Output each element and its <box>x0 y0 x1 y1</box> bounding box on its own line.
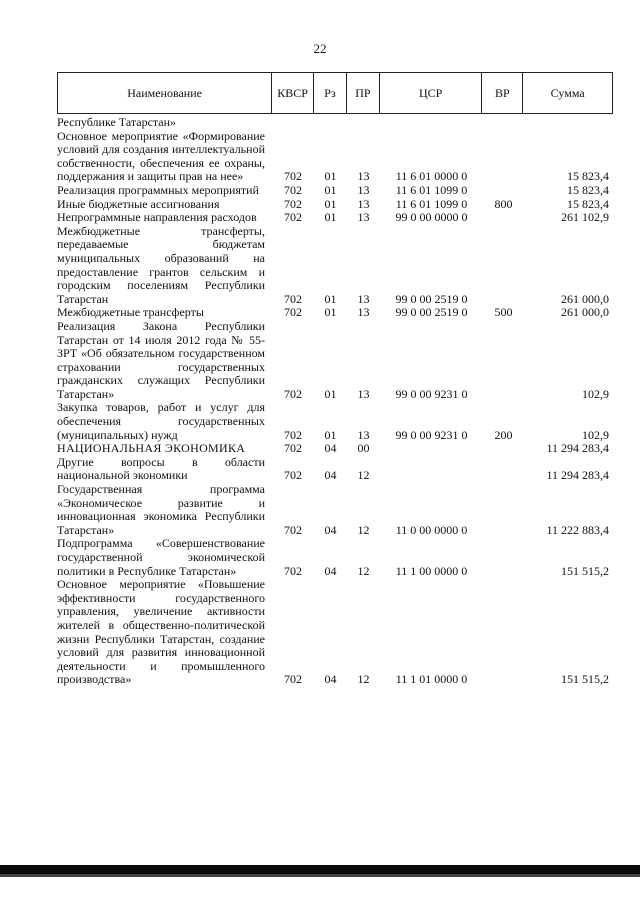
header-sum: Сумма <box>550 85 585 100</box>
row-pr: 13 <box>357 427 370 442</box>
row-sum: 11 222 883,4 <box>546 522 609 537</box>
scan-border-shadow <box>0 874 640 877</box>
table-row <box>57 184 613 198</box>
row-rz: 01 <box>324 196 337 211</box>
row-pr: 00 <box>357 441 370 456</box>
row-csr: 11 6 01 0000 0 <box>395 169 468 184</box>
row-rz: 01 <box>324 305 337 320</box>
row-name: Республике Татарстан» <box>57 115 177 129</box>
header-kvsr: КВСР <box>272 73 314 113</box>
row-csr: 11 6 01 1099 0 <box>395 182 468 197</box>
header-rz: Рз <box>314 73 347 113</box>
row-sum: 261 000,0 <box>561 291 609 306</box>
table-row <box>57 116 613 130</box>
row-rz: 04 <box>324 468 337 483</box>
row-kvsr: 702 <box>284 196 302 211</box>
row-rz: 04 <box>324 563 337 578</box>
row-kvsr: 702 <box>284 522 302 537</box>
row-rz: 01 <box>324 210 337 225</box>
row-kvsr: 702 <box>284 441 302 456</box>
row-name: Реализация Закона Республики Татарстан от 14 июля 2012 года № 55-ЗРТ «Об обязательном государственном страховании государственных гражданских служащих Республики Татарстан» <box>57 318 265 401</box>
row-csr: 11 1 01 0000 0 <box>395 672 468 687</box>
row-pr: 13 <box>357 196 370 211</box>
row-name: Иные бюджетные ассигнования <box>57 196 220 211</box>
row-name: Другие вопросы в области национальной экономики <box>57 454 265 483</box>
row-pr: 13 <box>357 210 370 225</box>
table-header <box>57 72 613 114</box>
row-rz: 04 <box>324 672 337 687</box>
scan-border <box>0 865 640 874</box>
row-name: Межбюджетные трансферты, передаваемые бюджетам муниципальных образований на предоставление грантов сельским и городским поселениям Республики Татарстан <box>57 223 265 306</box>
row-csr: 11 0 00 0000 0 <box>395 522 468 537</box>
header-vr: ВР <box>482 73 523 113</box>
row-rz: 01 <box>324 427 337 442</box>
row-pr: 13 <box>357 291 370 306</box>
header-name: Наименование <box>58 73 272 113</box>
row-pr: 13 <box>357 182 370 197</box>
row-sum: 261 000,0 <box>561 305 609 320</box>
row-csr: 99 0 00 2519 0 <box>395 291 468 306</box>
row-sum: 15 823,4 <box>567 196 609 211</box>
row-csr: 99 0 00 0000 0 <box>395 210 468 225</box>
row-pr: 12 <box>357 563 370 578</box>
row-kvsr: 702 <box>284 427 302 442</box>
table-body <box>57 116 613 687</box>
row-name: Непрограммные направления расходов <box>57 210 257 225</box>
row-kvsr: 702 <box>284 563 302 578</box>
row-kvsr: 702 <box>284 182 302 197</box>
row-csr: 99 0 00 9231 0 <box>395 386 468 401</box>
table-row <box>57 401 613 442</box>
row-name: Закупка товаров, работ и услуг для обеспечения государственных (муниципальных) нужд <box>57 400 265 442</box>
row-name: НАЦИОНАЛЬНАЯ ЭКОНОМИКА <box>57 441 246 456</box>
row-pr: 13 <box>357 305 370 320</box>
row-name: Межбюджетные трансферты <box>57 305 204 320</box>
row-name: Реализация программных мероприятий <box>57 182 259 197</box>
table-row <box>57 225 613 307</box>
row-rz: 01 <box>324 386 337 401</box>
row-pr: 12 <box>357 672 370 687</box>
row-sum: 151 515,2 <box>561 672 609 687</box>
row-csr: 99 0 00 2519 0 <box>395 305 468 320</box>
row-pr: 12 <box>357 468 370 483</box>
row-sum: 151 515,2 <box>561 563 609 578</box>
row-pr: 13 <box>357 386 370 401</box>
table-row <box>57 578 613 687</box>
row-name: Государственная программа «Экономическое развитие и инновационная экономика Республики Татарстан» <box>57 482 265 537</box>
table-row <box>57 211 613 225</box>
row-kvsr: 702 <box>284 672 302 687</box>
row-name: Основное мероприятие «Повышение эффективности государственного управления, увеличение активности жителей в общественно-политической жизни Республики Татарстан, создание условий для развития инновационной деятельности и промышленного производства» <box>57 577 265 687</box>
row-rz: 04 <box>324 441 337 456</box>
row-kvsr: 702 <box>284 210 302 225</box>
table-row <box>57 130 613 184</box>
row-kvsr: 702 <box>284 169 302 184</box>
table-row <box>57 442 613 456</box>
table-row <box>57 537 613 578</box>
row-rz: 01 <box>324 291 337 306</box>
row-sum: 261 102,9 <box>561 210 609 225</box>
row-pr: 13 <box>357 169 370 184</box>
page-number: 22 <box>313 41 327 56</box>
row-vr: 500 <box>494 305 513 320</box>
table-row <box>57 456 613 483</box>
row-kvsr: 702 <box>284 291 302 306</box>
row-sum: 11 294 283,4 <box>546 468 609 483</box>
table-row <box>57 320 613 402</box>
table-row <box>57 306 613 320</box>
table-row <box>57 198 613 212</box>
row-name: Основное мероприятие «Формирование условий для создания интеллектуальной собственности, обеспечения ее охраны, поддержания и защиты прав на нее» <box>57 128 265 184</box>
row-sum: 102,9 <box>582 427 609 442</box>
row-kvsr: 702 <box>284 305 302 320</box>
row-name: Подпрограмма «Совершенствование государственной экономической политики в Республике Татарстан» <box>57 536 265 578</box>
row-vr: 200 <box>494 427 513 442</box>
row-sum: 15 823,4 <box>567 169 609 184</box>
header-pr: ПР <box>347 73 380 113</box>
row-rz: 04 <box>324 522 337 537</box>
row-kvsr: 702 <box>284 468 302 483</box>
row-csr: 11 6 01 1099 0 <box>395 196 468 211</box>
row-sum: 102,9 <box>582 386 609 401</box>
row-rz: 01 <box>324 182 337 197</box>
row-vr: 800 <box>494 196 513 211</box>
header-csr: ЦСР <box>380 73 483 113</box>
row-rz: 01 <box>324 169 337 184</box>
row-sum: 11 294 283,4 <box>546 441 609 456</box>
row-csr: 99 0 00 9231 0 <box>395 427 468 442</box>
row-csr: 11 1 00 0000 0 <box>395 563 468 578</box>
row-sum: 15 823,4 <box>567 182 609 197</box>
row-pr: 12 <box>357 522 370 537</box>
row-kvsr: 702 <box>284 386 302 401</box>
table-row <box>57 483 613 537</box>
